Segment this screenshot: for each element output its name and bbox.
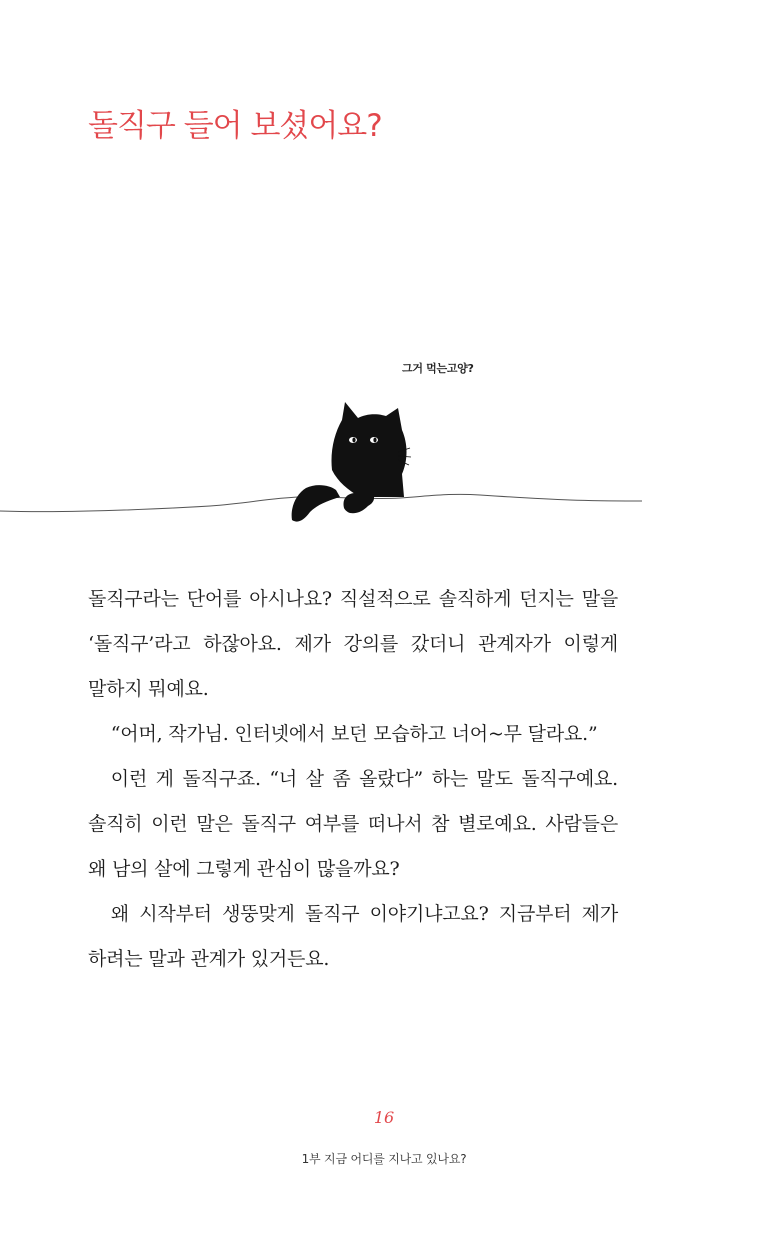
cat-speech-text: 그거 먹는고양? [402,362,474,375]
chapter-title: 돌직구 들어 보셨어요? [88,108,382,144]
cat-left-paw [292,485,340,521]
paragraph: “어머, 작가님. 인터넷에서 보던 모습하고 너어~무 달라요.” [110,723,598,745]
body-text [88,577,618,982]
black-cat-icon [0,340,768,540]
paragraph: 돌직구라는 단어를 아시나요? 직설적으로 솔직하게 던지는 말을 ‘돌직구’라고 하잖아요. 제가 강의를 갔더니 관계자가 이렇게 말하지 뭐예요. [88,588,618,700]
paragraph: 왜 시작부터 생뚱맞게 돌직구 이야기냐고요? 지금부터 제가 하려는 말과 관계가 있거든요. [88,903,618,970]
page-number: 16 [373,1108,395,1127]
cat-right-paw [343,493,374,513]
cat-silhouette [331,402,406,497]
paragraph: 이런 게 돌직구죠. “너 살 좀 올랐다” 하는 말도 돌직구예요. 솔직히 이런 말은 돌직구 여부를 떠나서 참 별로예요. 사람들은 왜 남의 살에 그렇게 관심이 많을까요? [88,768,618,880]
running-footer: 1부 지금 어디를 지나고 있나요? [301,1152,467,1166]
